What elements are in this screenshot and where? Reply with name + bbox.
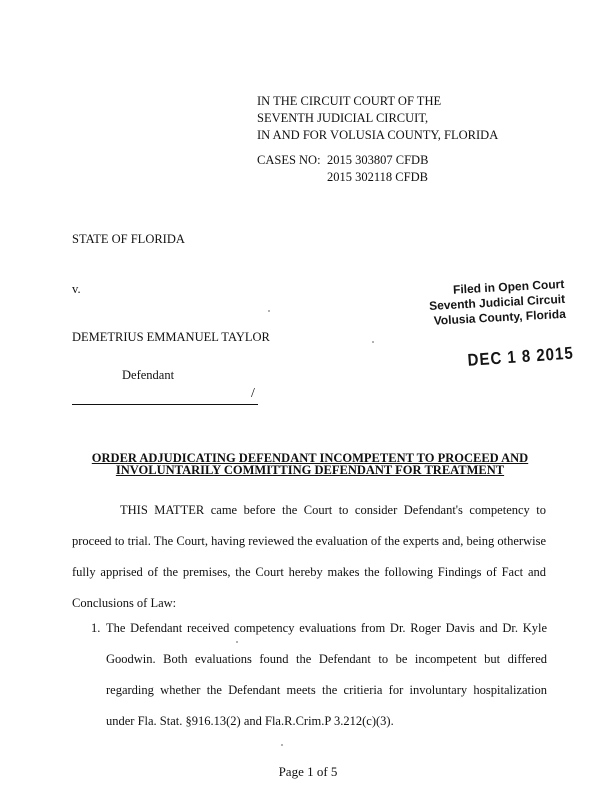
defendant-role: Defendant xyxy=(122,368,175,382)
scan-speck xyxy=(236,641,238,643)
order-title-line-1: ORDER ADJUDICATING DEFENDANT INCOMPETENT TO PROCEED AND xyxy=(91,451,529,465)
scan-speck xyxy=(281,744,283,746)
court-header-line-2: SEVENTH JUDICIAL CIRCUIT, xyxy=(257,111,429,125)
stamp-date: DEC 1 8 2015 xyxy=(467,343,575,371)
intro-paragraph: THIS MATTER came before the Court to consider Defendant's competency to proceed to trial. The Court, having reviewed the evaluation of the experts and, being otherwise fully apprised of the premises, the Court hereby makes the following Findings of Fact and Conclusions of Law: xyxy=(72,503,546,610)
order-title xyxy=(80,452,540,476)
stamp-line-1: Filed in Open Court xyxy=(452,276,565,297)
page-number: Page 1 of 5 xyxy=(278,764,338,779)
caption-underline xyxy=(72,404,258,405)
filed-stamp xyxy=(428,277,566,329)
plaintiff-name: STATE OF FLORIDA xyxy=(72,232,185,246)
finding-text: The Defendant received competency evaluations from Dr. Roger Davis and Dr. Kyle Goodwin. Both evaluations found the Defendant to be incompetent but differed regarding whether the Defendant meets the critieria for involuntary hospitalization under Fla. Stat. §916.13(2) and Fla.R.Crim.P 3.212(c)(3). xyxy=(106,621,547,728)
court-header-line-1: IN THE CIRCUIT COURT OF THE xyxy=(257,94,442,108)
court-header-line-3: IN AND FOR VOLUSIA COUNTY, FLORIDA xyxy=(257,128,499,142)
stamp-line-3: Volusia County, Florida xyxy=(433,306,567,328)
scan-speck xyxy=(268,310,270,312)
scan-speck xyxy=(372,341,374,343)
defendant-name: DEMETRIUS EMMANUEL TAYLOR xyxy=(72,330,270,344)
finding-number: 1. xyxy=(91,621,101,635)
cases-label: CASES NO: xyxy=(257,153,321,167)
order-title-line-2: INVOLUNTARILY COMMITTING DEFENDANT FOR TREATMENT xyxy=(115,463,505,477)
court-header xyxy=(257,93,498,144)
case-numbers xyxy=(257,152,428,186)
caption-slash: / xyxy=(251,386,255,401)
case-number-2: 2015 302118 CFDB xyxy=(327,170,428,184)
versus-label: v. xyxy=(72,282,81,296)
case-number-1: 2015 303807 CFDB xyxy=(327,153,429,167)
stamp-line-2: Seventh Judicial Circuit xyxy=(428,291,566,313)
